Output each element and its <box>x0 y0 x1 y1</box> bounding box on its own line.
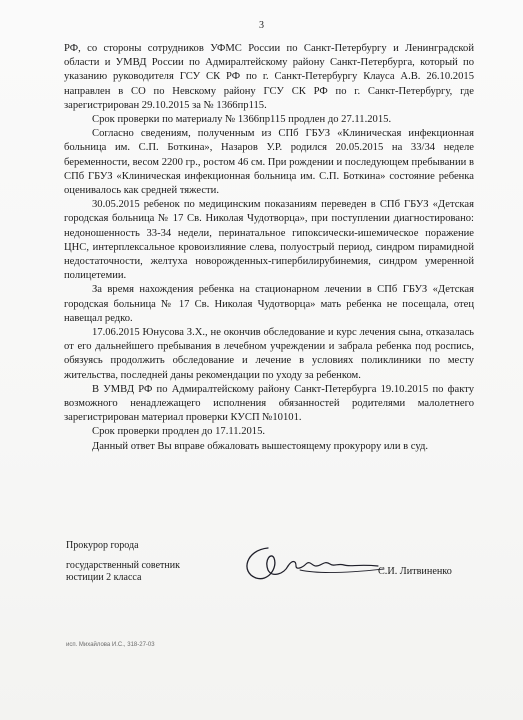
paragraph-deadline-extension: Срок проверки по материалу № 1366пр115 продлен до 27.11.2015. <box>92 114 392 126</box>
paragraph-police-record: В УМВД РФ по Адмиралтейскому району Санкт-Петербурга 19.10.2015 по факту возможного ненадлежащего исполнения обязанностей родителями малолетнего зарегистрирован материал проверки КУСП №10101. <box>64 383 474 424</box>
handwritten-signature <box>238 536 388 588</box>
paragraph-deadline-extension-2: Срок проверки продлен до 17.11.2015. <box>92 426 266 438</box>
paragraph-discharge: 17.06.2015 Юнусова З.Х., не окончив обследование и курс лечения сына, отказалась от его дальнейшего пребывания в лечебном учреждении и забрала ребенка под роспись, обязуясь продолжить обследование и лечение в условиях поликлиники по месту жительства, последней даны рекомендации по уходу за ребенком. <box>64 327 474 381</box>
paragraph-continuation: РФ, со стороны сотрудников УФМС России по Санкт-Петербургу и Ленинградской области и УМВД России по Адмиралтейскому району Санкт-Петербурга, который по указанию руководителя ГСУ СК РФ по г. Санкт-Петербургу Клауса А.В. 26.10.2015 направлен в СО по Невскому району ГСУ СК РФ по г. Санкт-Петербургу, где зарегистрирован 29.10.2015 за № 1366пр115. <box>64 43 474 111</box>
paragraph-appeal-rights: Данный ответ Вы вправе обжаловать вышестоящему прокурору или в суд. <box>92 440 429 452</box>
signatory-position: Прокурор города <box>66 540 139 551</box>
page-number: 3 <box>259 20 264 31</box>
letter-body <box>64 42 474 454</box>
paragraph-transfer-diagnosis: 30.05.2015 ребенок по медицинским показаниям переведен в СПб ГБУЗ «Детская городская больница № 17 Св. Николая Чудотворца», при поступлении диагностировано: недоношенность 33-34 недели, перинатальное гипоксически-ишемическое поражение ЦНС, интерплексальное кровоизлияние слева, полуострый период, синдром пирамидной недостаточности, желтуха новорожденных-гипербилирубинемия, синдром умеренной полицетемии. <box>64 199 474 282</box>
signatory-rank-line-2: юстиции 2 класса <box>66 572 142 583</box>
paragraph-visits: За время нахождения ребенка на стационарном лечении в СПб ГБУЗ «Детская городская больница № 17 Св. Николая Чудотворца» мать ребенка не посещала, отец навещал редко. <box>64 284 474 324</box>
signatory-name: С.И. Литвиненко <box>378 566 452 577</box>
paragraph-hospital-info: Согласно сведениям, полученным из СПб ГБУЗ «Клиническая инфекционная больница им. С.П. Боткина», Назаров У.Р. родился 20.05.2015 на 33/34 неделе беременности, весом 2200 гр., ростом 46 см. При рождении и последующем пребывании в СПб ГБУЗ «Клиническая инфекционная больница им. С.П. Боткина» состояние ребенка оценивалось как средней тяжести. <box>64 128 474 197</box>
executor-note: исп. Михайлова И.С., 318-27-03 <box>66 642 155 648</box>
signatory-rank-line-1: государственный советник <box>66 560 180 571</box>
